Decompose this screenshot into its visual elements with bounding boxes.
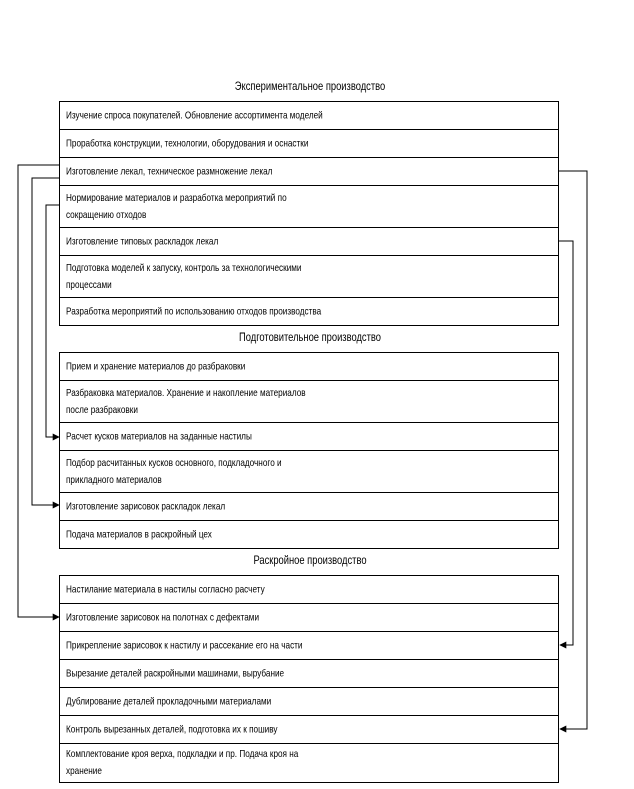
connector-left-outer — [18, 165, 59, 617]
process-step: Изготовление зарисовок раскладок лекал — [59, 492, 559, 521]
connector-right-outer — [559, 171, 587, 729]
process-step: Нормирование материалов и разработка мероприятий по сокращению отходов — [59, 185, 559, 228]
process-step: Изготовление лекал, техническое размножение лекал — [59, 157, 559, 186]
process-step: Подача материалов в раскройный цех — [59, 520, 559, 549]
connector-left-inner — [46, 205, 59, 437]
process-step: Изготовление зарисовок на полотнах с дефектами — [59, 603, 559, 632]
process-step: Разбраковка материалов. Хранение и накопление материалов после разбраковки — [59, 380, 559, 423]
process-step: Подбор расчитанных кусков основного, подкладочного и прикладного материалов — [59, 450, 559, 493]
process-step: Настилание материала в настилы согласно расчету — [59, 575, 559, 604]
process-step: Комплектование кроя верха, подкладки и пр. Подача кроя на хранение — [59, 743, 559, 783]
process-step: Расчет кусков материалов на заданные настилы — [59, 422, 559, 451]
process-step: Изучение спроса покупателей. Обновление ассортимента моделей — [59, 101, 559, 130]
process-step: Проработка конструкции, технологии, оборудования и оснастки — [59, 129, 559, 158]
process-step: Подготовка моделей к запуску, контроль за технологическими процессами — [59, 255, 559, 298]
connector-right-inner — [559, 241, 573, 645]
section-title-cutting: Раскройное производство — [253, 553, 367, 567]
section-title-experimental: Экспериментальное производство — [234, 79, 386, 93]
process-step: Изготовление типовых раскладок лекал — [59, 227, 559, 256]
process-step: Прикрепление зарисовок к настилу и рассекание его на части — [59, 631, 559, 660]
process-step: Разработка мероприятий по использованию отходов производства — [59, 297, 559, 326]
process-step: Дублирование деталей прокладочными материалами — [59, 687, 559, 716]
process-step: Контроль вырезанных деталей, подготовка их к пошиву — [59, 715, 559, 744]
process-step: Вырезание деталей раскройными машинами, вырубание — [59, 659, 559, 688]
section-title-preparatory: Подготовительное производство — [239, 330, 381, 344]
process-step: Прием и хранение материалов до разбраковки — [59, 352, 559, 381]
connector-left-middle — [32, 178, 59, 505]
